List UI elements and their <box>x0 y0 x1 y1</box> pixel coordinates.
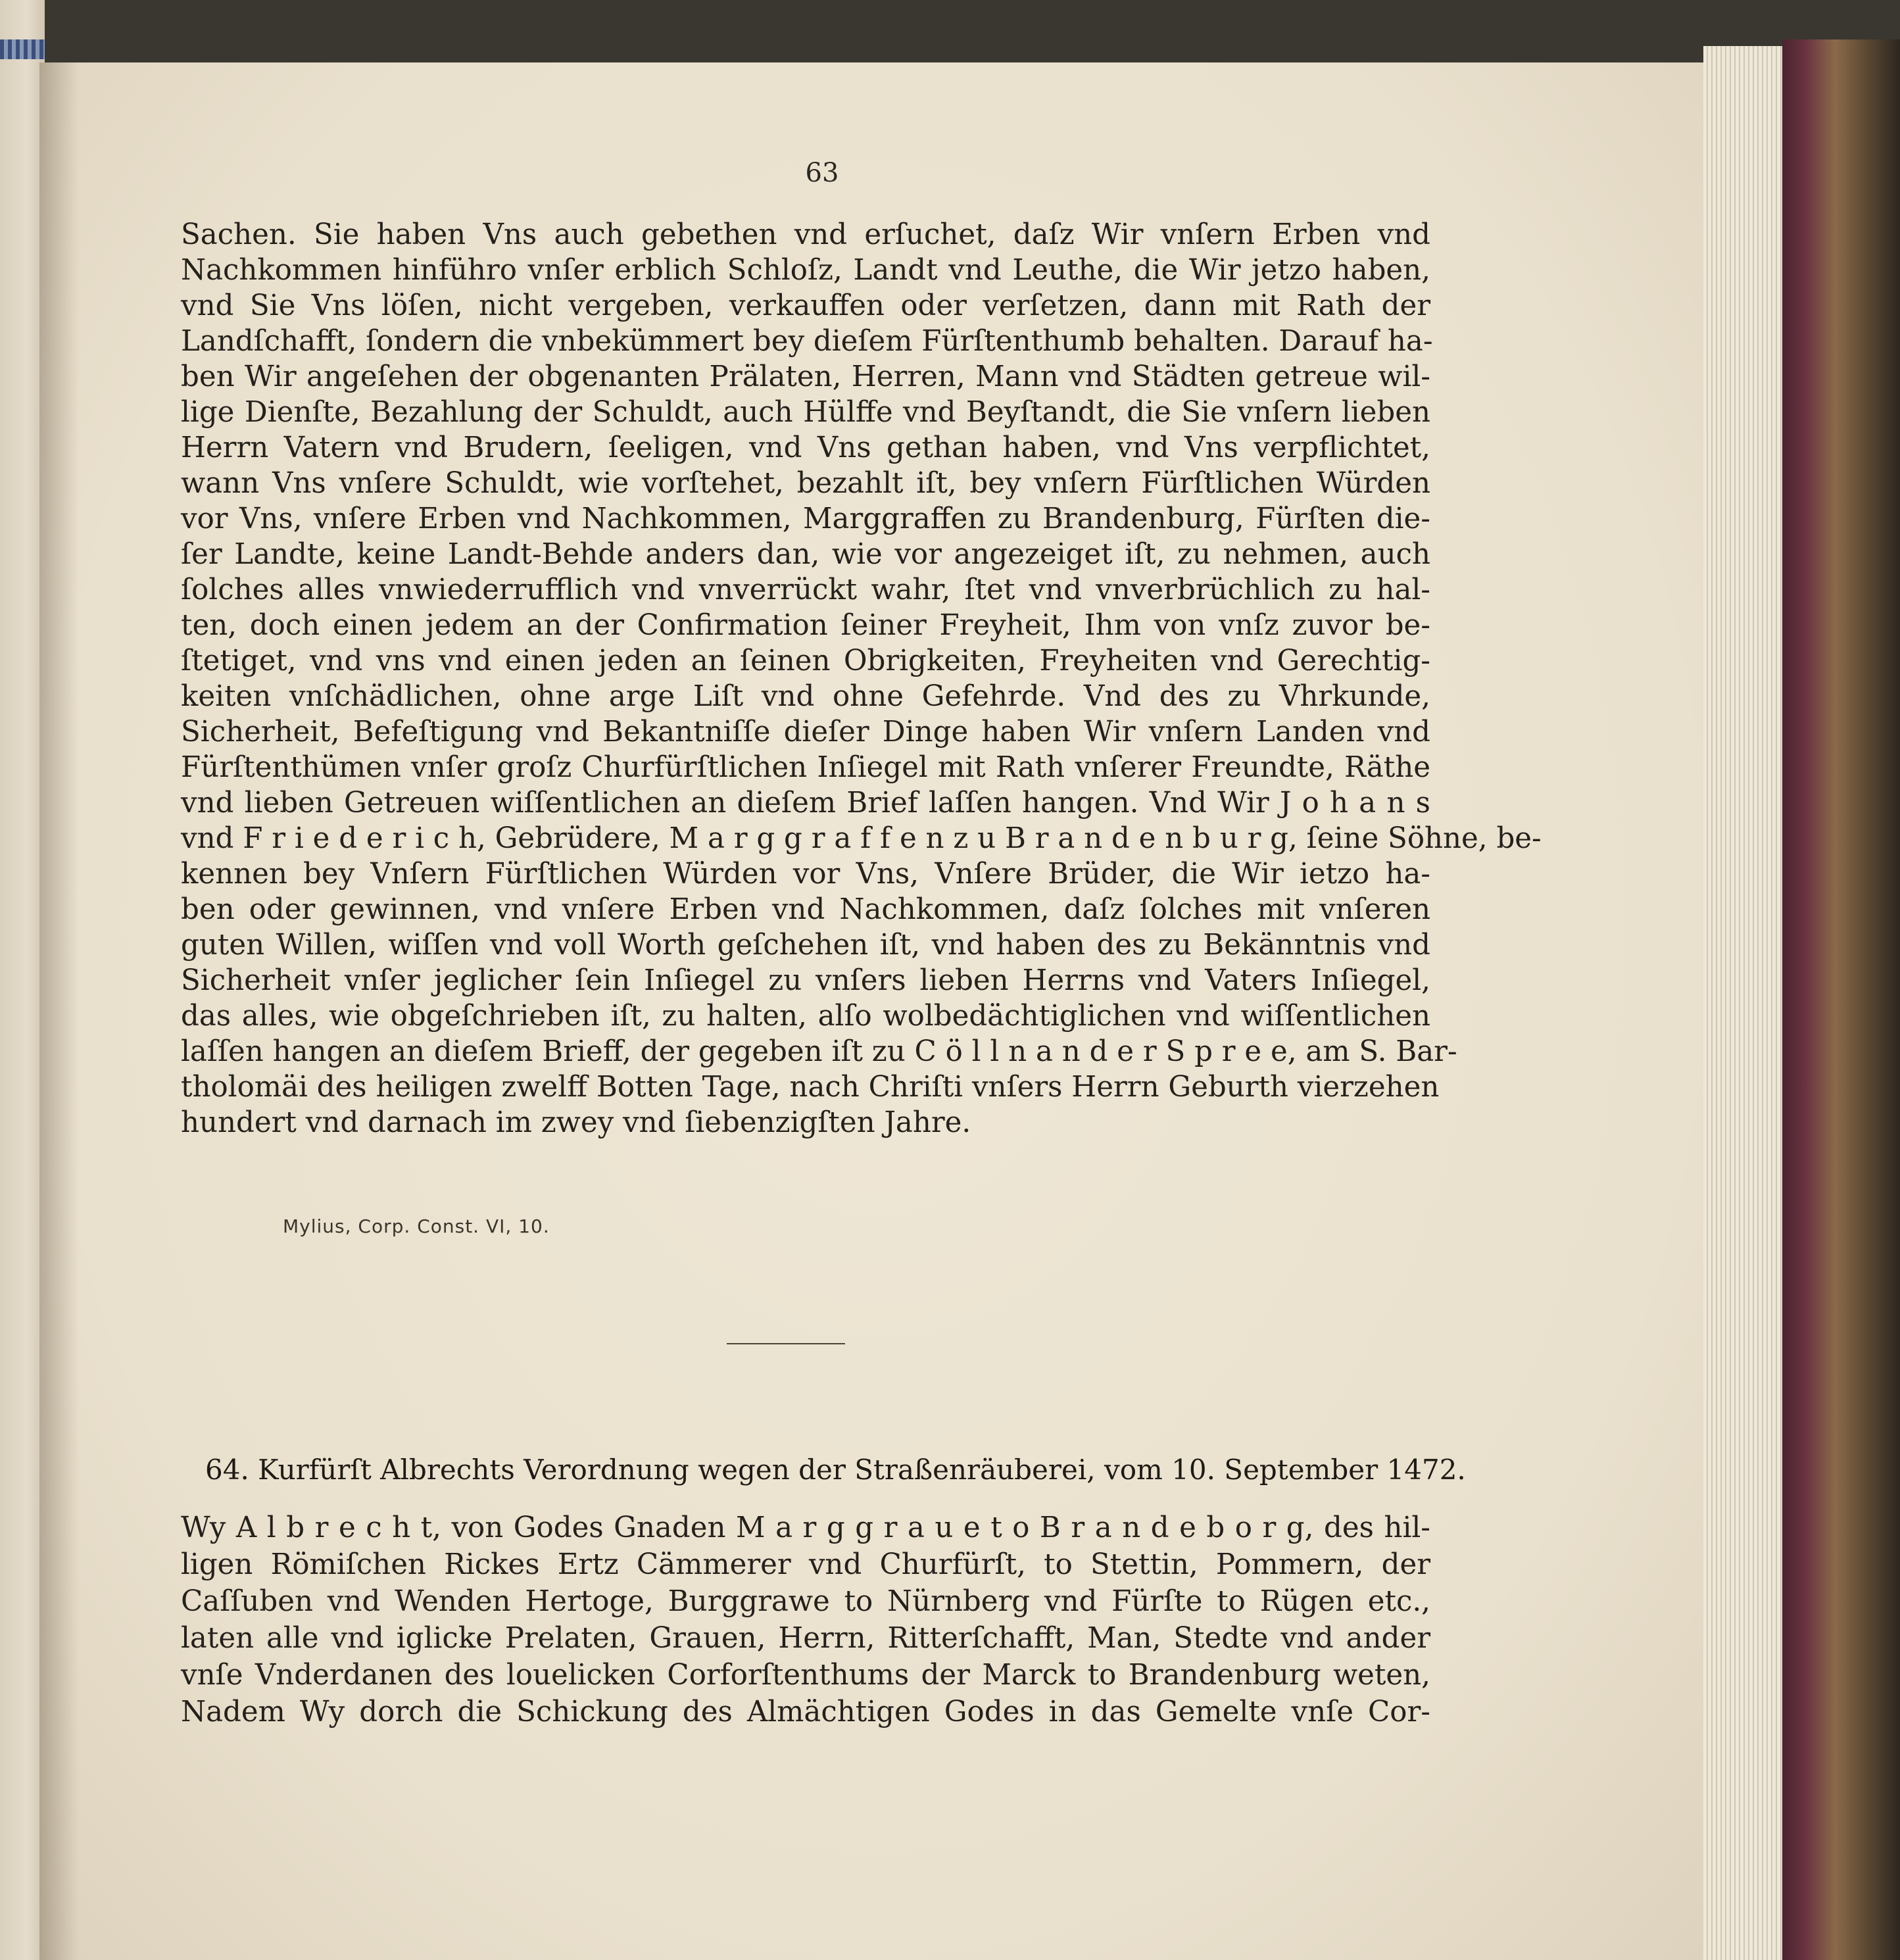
text-line: vnſe Vnderdanen des louelicken Corforſtenthums der Marck to Brandenburg weten, <box>181 1659 1430 1692</box>
text-line: Herrn Vatern vnd Brudern, ſeeligen, vnd Vns gethan haben, vnd Vns verpflichtet, <box>181 431 1430 464</box>
citation: Mylius, Corp. Const. VI, 10. <box>283 1215 550 1237</box>
text-line: Nadem Wy dorch die Schickung des Almächtigen Godes in das Gemelte vnſe Cor- <box>181 1696 1430 1728</box>
book-cover <box>1782 39 1900 1960</box>
text-line: guten Willen, wiſſen vnd voll Worth geſchehen iſt, vnd haben des zu Bekänntnis vnd <box>181 929 1430 962</box>
text-line: das alles, wie obgeſchrieben iſt, zu halten, alſo wolbedächtiglichen vnd wiſſentlichen <box>181 1000 1430 1033</box>
text-line: ben oder gewinnen, vnd vnſere Erben vnd Nachkommen, daſz ſolches mit vnſeren <box>181 893 1430 926</box>
text-line: ten, doch einen jedem an der Confirmation ſeiner Freyheit, Ihm von vnſz zuvor be- <box>181 609 1430 642</box>
text-line: tholomäi des heiligen zwelff Botten Tage, nach Chriſti vnſers Herrn Geburth vierzehen <box>181 1071 1440 1104</box>
text-line: Caſſuben vnd Wenden Hertoge, Burggrawe to Nürnberg vnd Fürſte to Rügen etc., <box>181 1585 1430 1618</box>
text-line: lige Dienſte, Bezahlung der Schuldt, auch Hülffe vnd Beyſtandt, die Sie vnſern lieben <box>181 396 1430 429</box>
section-separator <box>727 1343 845 1344</box>
gutter-shadow <box>39 62 79 1960</box>
text-line: Sicherheit vnſer jeglicher ſein Inſiegel zu vnſers lieben Herrns vnd Vaters Inſiegel, <box>181 964 1430 997</box>
text-line: Nachkommen hinführo vnſer erblich Schloſz, Landt vnd Leuthe, die Wir jetzo haben, <box>181 254 1430 287</box>
page-edges <box>1703 46 1782 1960</box>
left-page-edge <box>0 0 45 1960</box>
text-line: keiten vnſchädlichen, ohne arge Liſt vnd ohne Gefehrde. Vnd des zu Vhrkunde, <box>181 680 1430 713</box>
text-line: Landſchafft, ſondern die vnbekümmert bey dieſem Fürſtenthumb behalten. Darauf ha- <box>181 325 1433 358</box>
text-line: Sachen. Sie haben Vns auch gebethen vnd erſuchet, daſz Wir vnſern Erben vnd <box>181 218 1430 251</box>
text-line: Fürſtenthümen vnſer groſz Churfürſtlichen Inſiegel mit Rath vnſerer Freundte, Räthe <box>181 751 1430 784</box>
text-line: ſer Landte, keine Landt-Behde anders dan, wie vor angezeiget iſt, zu nehmen, auch <box>181 538 1430 571</box>
text-line: vor Vns, vnſere Erben vnd Nachkommen, Marggraffen zu Brandenburg, Fürſten die- <box>181 502 1430 535</box>
main-text-block <box>181 217 1542 1140</box>
text-line: hundert vnd darnach im zwey vnd ſiebenzigſten Jahre. <box>181 1106 971 1139</box>
text-line: Sicherheit, Befeſtigung vnd Bekantniſſe dieſer Dinge haben Wir vnſern Landen vnd <box>181 716 1430 748</box>
section-text-block <box>181 1509 1430 1730</box>
page-number: 63 <box>805 158 839 188</box>
text-line: vnd lieben Getreuen wiſſentlichen an dieſem Brief laſſen hangen. Vnd Wir J o h a n s <box>181 787 1430 820</box>
left-binding-strip <box>0 39 45 59</box>
text-line: kennen bey Vnſern Fürſtlichen Würden vor Vns, Vnſere Brüder, die Wir ietzo ha- <box>181 858 1430 891</box>
text-line: ben Wir angeſehen der obgenanten Prälaten, Herren, Mann vnd Städten getreue wil- <box>181 360 1430 393</box>
text-line: Wy A l b r e c h t, von Godes Gnaden M a r g g r a u e t o B r a n d e b o r g, des hil- <box>181 1511 1430 1544</box>
text-line: ſolches alles vnwiederrufflich vnd vnverrückt wahr, ſtet vnd vnverbrüchlich zu hal- <box>181 574 1430 606</box>
text-line: ſtetiget, vnd vns vnd einen jeden an ſeinen Obrigkeiten, Freyheiten vnd Gerechtig- <box>181 645 1430 677</box>
section-heading: 64. Kurfürſt Albrechts Verordnung wegen der Straßenräuberei, vom 10. September 1472. <box>205 1454 1466 1486</box>
text-line: wann Vns vnſere Schuldt, wie vorſtehet, bezahlt iſt, bey vnſern Fürſtlichen Würden <box>181 467 1430 500</box>
text-line: laſſen hangen an dieſem Brieff, der gegeben iſt zu C ö l l n a n d e r S p r e e, am S. Bar- <box>181 1035 1457 1068</box>
text-line: ligen Römiſchen Rickes Ertz Cämmerer vnd Churfürſt, to Stettin, Pommern, der <box>181 1548 1430 1581</box>
text-line: vnd Sie Vns löſen, nicht vergeben, verkauffen oder verſetzen, dann mit Rath der <box>181 289 1430 322</box>
text-line: laten alle vnd iglicke Prelaten, Grauen, Herrn, Ritterſchafft, Man, Stedte vnd ander <box>181 1622 1430 1655</box>
text-line: vnd F r i e d e r i c h, Gebrüdere, M a r g g r a f f e n z u B r a n d e n b u r g, ſeine Söhne, be- <box>181 822 1542 855</box>
